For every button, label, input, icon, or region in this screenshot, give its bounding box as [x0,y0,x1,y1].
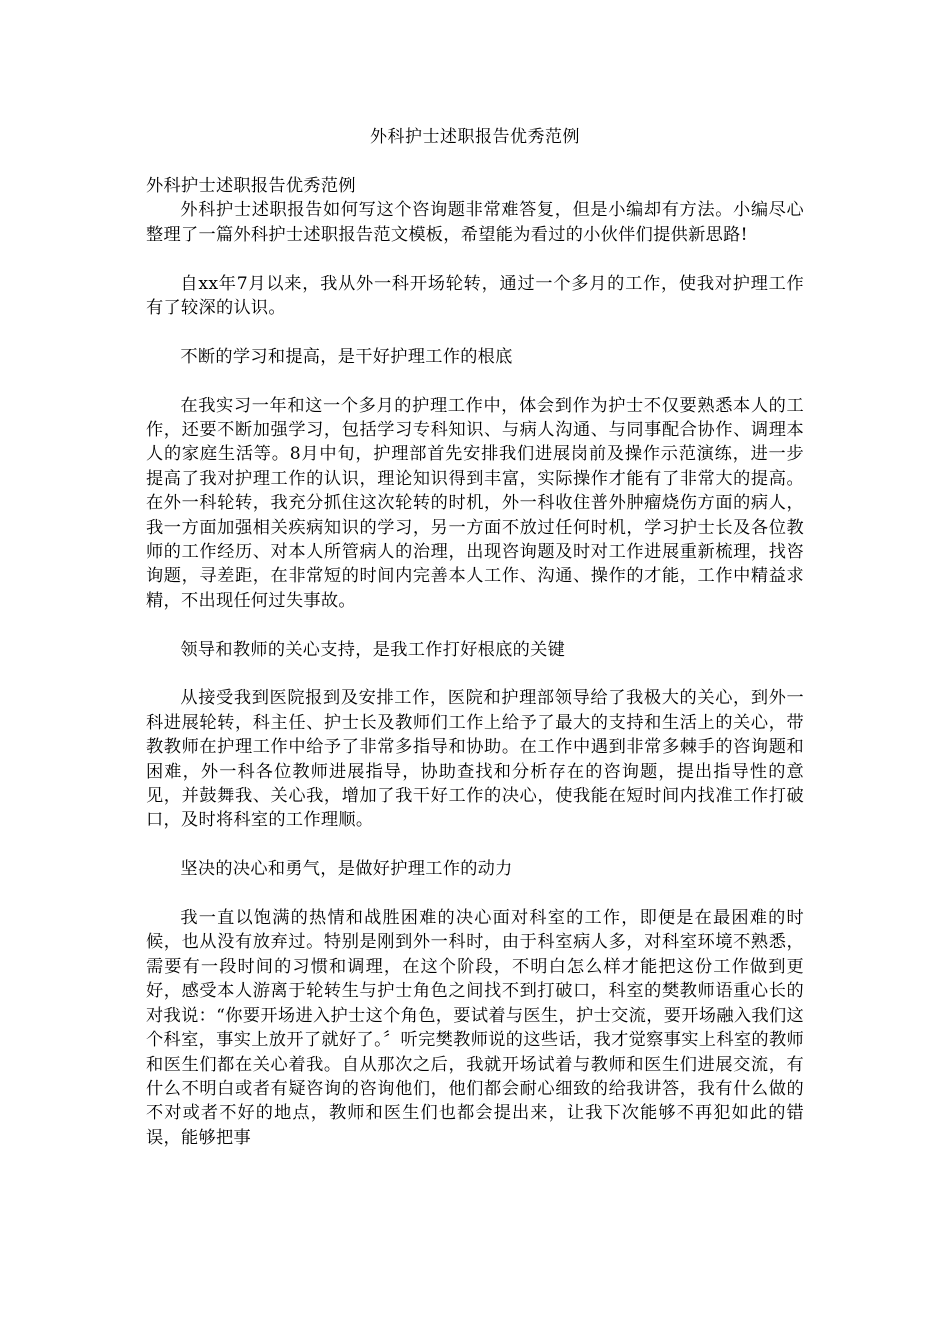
body-paragraph: 自xx年7月以来，我从外一科开场轮转，通过一个多月的工作，使我对护理工作有了较深的认识。 [146,273,804,319]
subtitle-paragraph: 外科护士述职报告优秀范例 [146,176,356,196]
section-heading: 坚决的决心和勇气，是做好护理工作的动力 [180,859,513,880]
intro-paragraph: 外科护士述职报告如何写这个咨询题非常难答复，但是小编却有方法。小编尽心整理了一篇外科护士述职报告范文模板，希望能为看过的小伙伴们提供新思路! [146,200,804,245]
body-paragraph: 我一直以饱满的热情和战胜困难的决心面对科室的工作，即便是在最困难的时候，也从没有放弃过。特别是刚到外一科时，由于科室病人多，对科室环境不熟悉，需要有一段时间的习惯和调理，在这个阶段，不明白怎么样才能把这份工作做到更好，感受本人游离于轮转生与护士角色之间找不到打破口，科室的樊教师语重心长的对我说：“你要开场进入护士这个角色，要试着与医生，护士交流，要开场融入我们这个科室，事实上放开了就好了。〞听完樊教师说的这些话，我才觉察事实上科室的教师和医生们都在关心着我。自从那次之后，我就开场试着与教师和医生们进展交流，有什么不明白或者有疑咨询的咨询他们，他们都会耐心细致的给我讲答，我有什么做的不对或者不好的地点，教师和医生们也都会提出来，让我下次能够不再犯如此的错误，能够把事 [146,908,804,1148]
body-paragraph: 从接受我到医院报到及安排工作，医院和护理部领导给了我极大的关心，到外一科进展轮转，科主任、护士长及教师们工作上给予了最大的支持和生活上的关心，带教教师在护理工作中给予了非常多指导和协助。在工作中遇到非常多棘手的咨询题和困难，外一科各位教师进展指导，协助查找和分析存在的咨询题，提出指导性的意见，并鼓舞我、关心我，增加了我干好工作的决心，使我能在短时间内找准工作打破口，及时将科室的工作理顺。 [146,688,804,831]
document-title: 外科护士述职报告优秀范例 [370,127,580,147]
section-heading: 不断的学习和提高，是干好护理工作的根底 [180,346,513,367]
document-body [146,174,804,1150]
section-heading: 领导和教师的关心支持，是我工作打好根底的关键 [180,639,566,660]
body-paragraph: 在我实习一年和这一个多月的护理工作中，体会到作为护士不仅要熟悉本人的工作，还要不断加强学习，包括学习专科知识、与病人沟通、与同事配合协作、调理本人的家庭生活等。8月中旬，护理部首先安排我们进展岗前及操作示范演练，进一步提高了我对护理工作的认识，理论知识得到丰富，实际操作才能有了非常大的提高。在外一科轮转，我充分抓住这次轮转的时机，外一科收住普外肿瘤烧伤方面的病人，我一方面加强相关疾病知识的学习，另一方面不放过任何时机，学习护士长及各位教师的工作经历、对本人所管病人的治理，出现咨询题及时对工作进展重新梳理，找咨询题，寻差距，在非常短的时间内完善本人工作、沟通、操作的才能，工作中精益求精，不出现任何过失事故。 [146,395,804,611]
